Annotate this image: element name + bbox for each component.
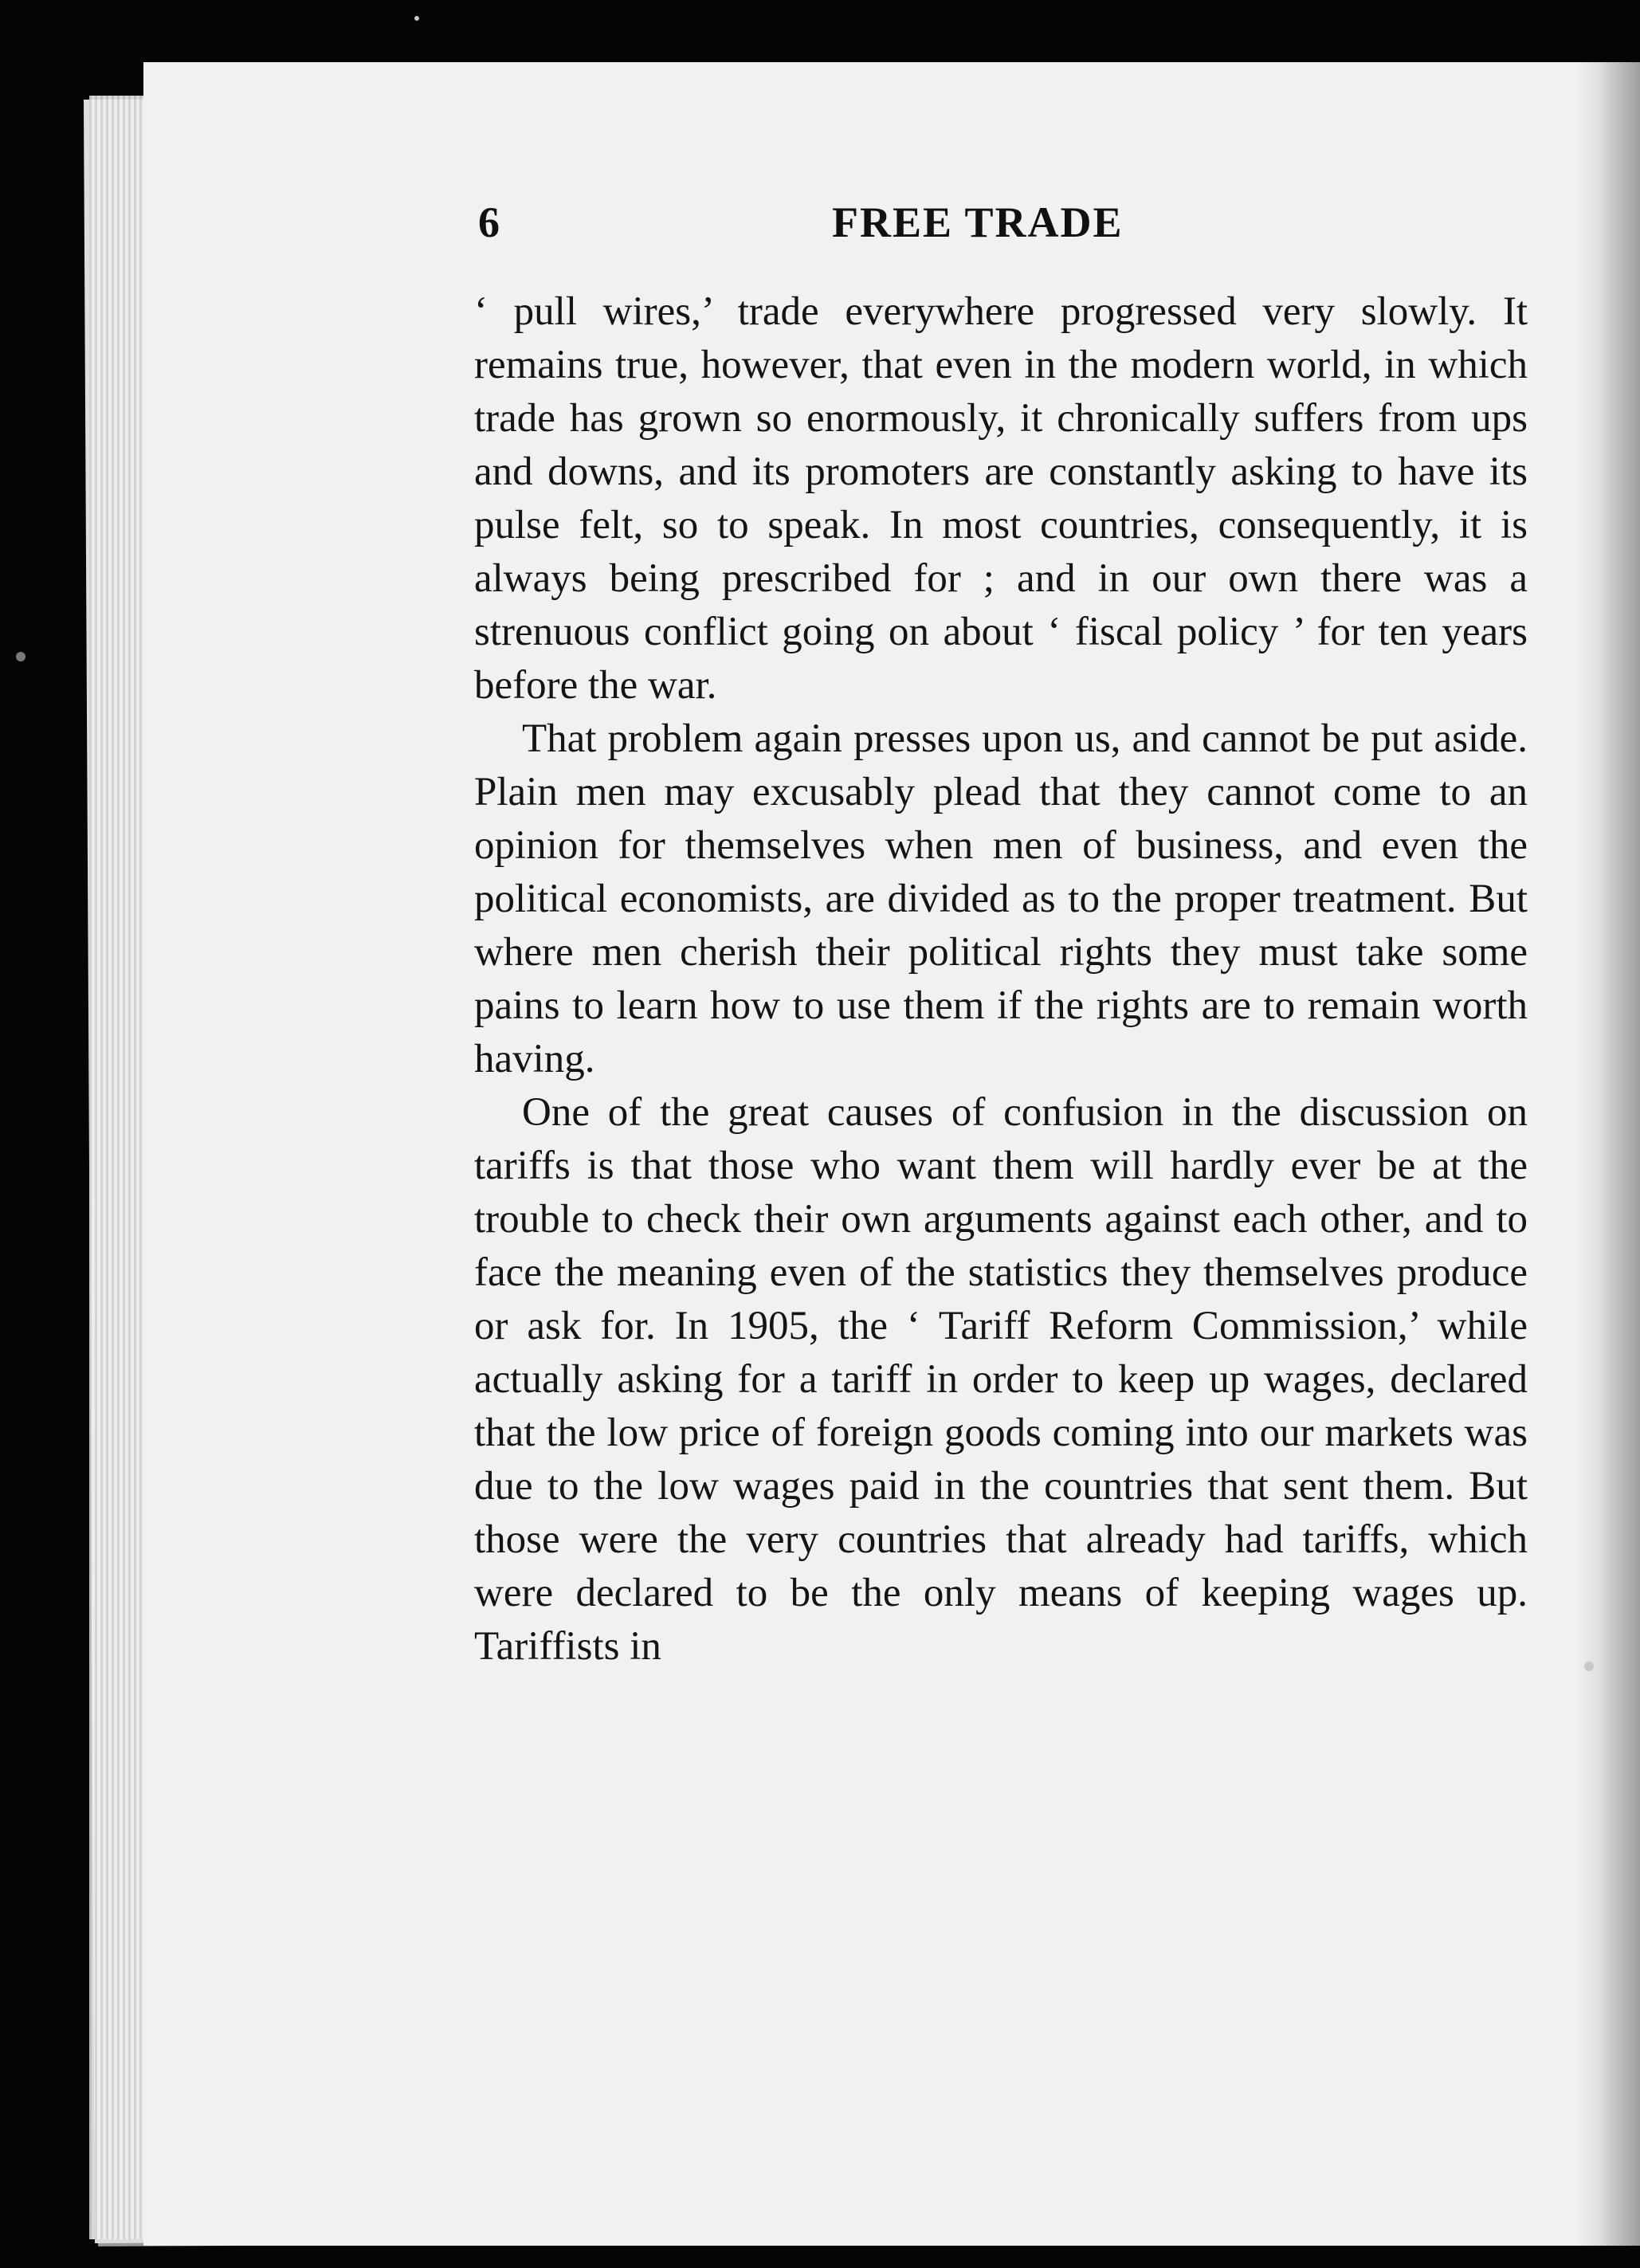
page-gutter-shadow <box>1576 62 1640 2246</box>
scan-speck <box>414 16 419 21</box>
page-number: 6 <box>478 198 500 246</box>
paragraph-1: ‘ pull wires,’ trade everywhere progressed very slowly. It remains true, however, that even in the modern world, in which trade has grown so enormously, it chronically suffers from ups and downs, and its promoters are constantly asking to have its pulse felt, so to speak. In most countries, consequently, it is always being prescribed for ; and in our own there was a strenuous conflict going on about ‘ fiscal policy ’ for ten years before the war. <box>474 289 1528 708</box>
body-text <box>474 285 1528 1674</box>
scan-speck <box>16 652 26 661</box>
page-header <box>478 198 1530 253</box>
paragraph-2: That problem again presses upon us, and cannot be put aside. Plain men may excusably plead that they cannot come to an opinion for themselves when men of business, and even the political economists, are divided as to the proper treatment. But where men cherish their political rights they must take some pains to learn how to use them if the rights are to remain worth having. <box>474 716 1528 1081</box>
running-title: FREE TRADE <box>832 198 1124 246</box>
paragraph-3: One of the great causes of confusion in the discussion on tariffs is that those who want them will hardly ever be at the trouble to check their own arguments against each other, and to face the meaning even of the statistics they themselves produce or ask for. In 1905, the ‘ Tariff Reform Commission,’ while actually asking for a tariff in order to keep up wages, declared that the low price of foreign goods coming into our markets was due to the low wages paid in the countries that sent them. But those were the very countries that already had tariffs, which were declared to be the only means of keeping wages up. Tariffists in <box>474 1090 1528 1669</box>
scan-speck <box>1584 1662 1594 1671</box>
